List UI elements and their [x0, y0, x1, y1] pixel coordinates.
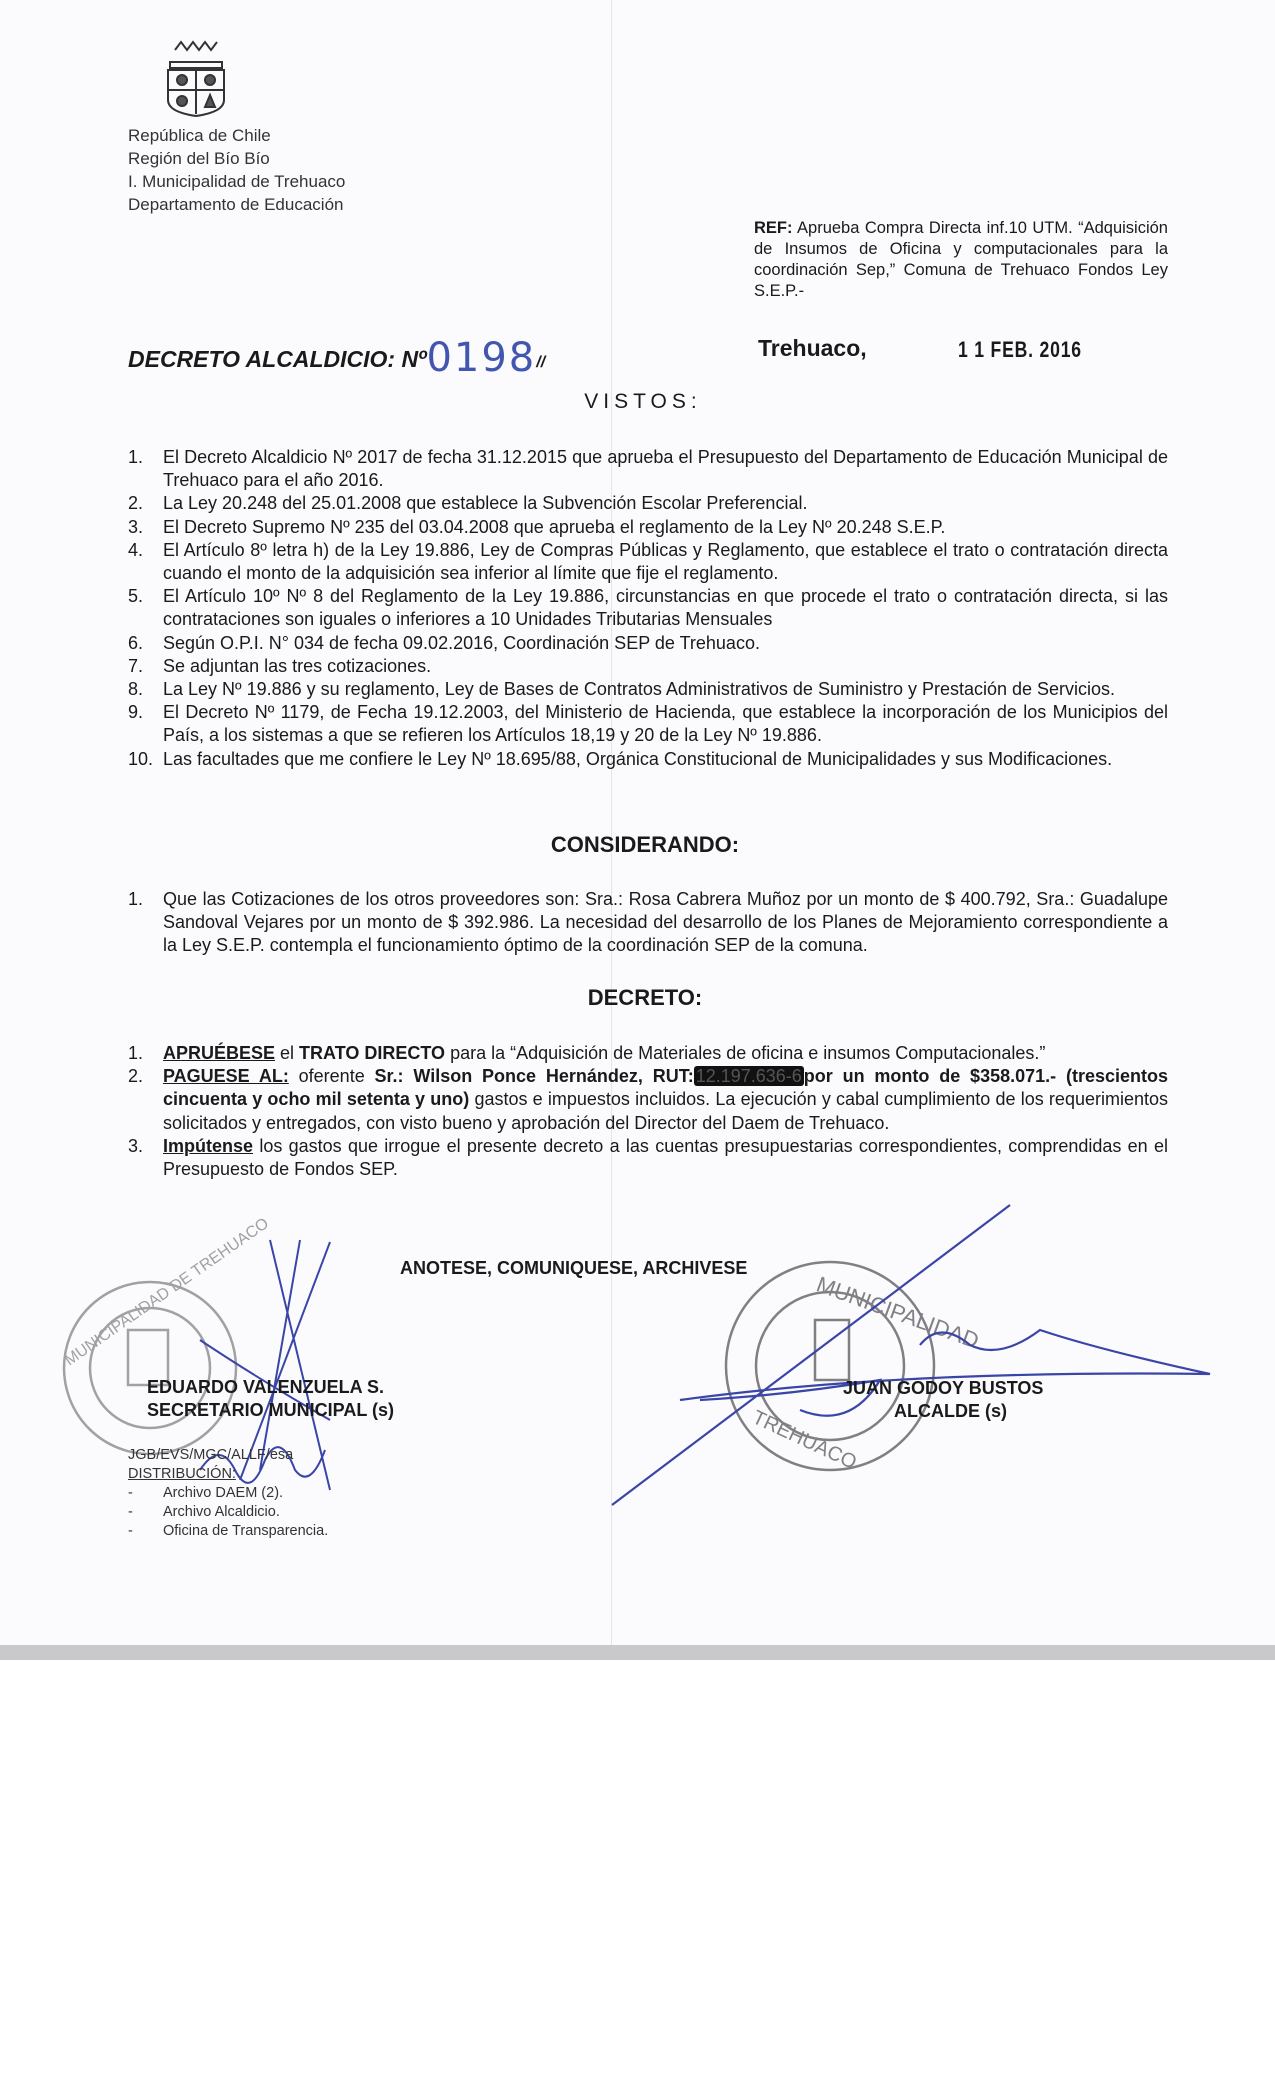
signer-title: SECRETARIO MUNICIPAL (s): [147, 1400, 395, 1420]
item-text: Las facultades que me confiere le Ley Nº 18.695/88, Orgánica Constitucional de Municipalidades y sus Modificaciones.: [163, 748, 1113, 769]
list-item: 3. Impútense los gastos que irrogue el presente decreto a las cuentas presupuestarias correspondientes, comprendidas en el Presupuesto de Fondos SEP.: [128, 1135, 1168, 1180]
keyword: TRATO DIRECTO: [299, 1043, 446, 1063]
list-item: 2. La Ley 20.248 del 25.01.2008 que establece la Subvención Escolar Preferencial.: [128, 493, 808, 514]
closing-formula: ANOTESE, COMUNIQUESE, ARCHIVESE: [400, 1258, 748, 1278]
item-text: El Artículo 8º letra h) de la Ley 19.886, Ley de Compras Públicas y Reglamento, que establece el trato o contratación directa cuando el monto de la adquisición sea inferior al límite que fije el reglamento.: [163, 539, 1168, 584]
decreto-list: [128, 1042, 1168, 1181]
considerando-list: [128, 888, 1168, 958]
list-item: 9. El Decreto Nº 1179, de Fecha 19.12.2003, del Ministerio de Hacienda, que establece la incorporación de los Municipios del País, a los sistemas a que se refieren los Artículos 18,19 y 20 de la Ley Nº 19.886.: [128, 702, 1168, 746]
item-text: Oficina de Transparencia.: [163, 1523, 329, 1539]
vistos-list: [128, 446, 1168, 771]
amount: por un monto de $358.071.- (trescientos cincuenta y ocho mil setenta y uno): [163, 1066, 1168, 1110]
item-text: El Decreto Nº 1179, de Fecha 19.12.2003, del Ministerio de Hacienda, que establece la incorporación de los Municipios del País, a los sistemas a que se refieren los Artículos 18,19 y 20 de la Ley Nº 19.886.: [163, 702, 1168, 746]
item-text: el: [275, 1043, 300, 1063]
ref-label: REF:: [754, 219, 793, 237]
signer-name: JUAN GODOY BUSTOS: [843, 1378, 1044, 1398]
list-item: 1. Que las Cotizaciones de los otros proveedores son: Sra.: Rosa Cabrera Muñoz por un monto de $ 400.792, Sra.: Guadalupe Sandoval Vejares por un monto de $ 392.986. La necesidad del desarrollo de los Planes de Mejoramiento correspondiente a la Ley S.E.P. contempla el funcionamiento óptimo de la coordinación SEP de la comuna.: [128, 889, 1168, 956]
issuer-header: [128, 124, 345, 216]
vistos-heading: VISTOS:: [584, 390, 702, 413]
item-text: gastos e impuestos incluidos. La ejecución y cabal cumplimiento de los requerimientos solicitados y entregados, con visto bueno y aprobación del Director del Daem de Trehuaco.: [163, 1089, 1168, 1133]
list-item: 5. El Artículo 10º Nº 8 del Reglamento de la Ley 19.886, circunstancias en que procede el trato o contratación directa, si las contrataciones son iguales o inferiores a 10 Unidades Tributarias Mensuales: [128, 586, 1168, 630]
signer-title: ALCALDE (s): [894, 1401, 1007, 1421]
place: Trehuaco,: [758, 335, 867, 361]
initials: JGB/EVS/MGC/ALLF/esa: [128, 1447, 294, 1463]
decree-number-handwritten: 0198: [426, 335, 537, 381]
item-text: Se adjuntan las tres cotizaciones.: [163, 655, 432, 676]
decree-label: DECRETO ALCALDICIO: Nº: [128, 346, 427, 372]
list-item: 4. El Artículo 8º letra h) de la Ley 19.886, Ley de Compras Públicas y Reglamento, que establece el trato o contratación directa cuando el monto de la adquisición sea inferior al límite que fije el reglamento.: [128, 539, 1168, 584]
item-text: los gastos que irrogue el presente decreto a las cuentas presupuestarias correspondientes, comprendidas en el Presupuesto de Fondos SEP.: [163, 1135, 1168, 1180]
considerando-heading: CONSIDERANDO:: [550, 832, 740, 857]
distribution-item: - Oficina de Transparencia.: [128, 1523, 329, 1539]
reference-block: [754, 218, 1168, 302]
signer-name: EDUARDO VALENZUELA S.: [147, 1377, 385, 1397]
list-item: 2. PAGUESE AL: oferente Sr.: Wilson Ponce Hernández, RUT: 12.197.636-6 por un monto de $358.071.- (trescientos cincuenta y ocho mil setenta y uno) gastos e impuestos incluidos. La ejecución y cabal cumplimiento de los requerimientos solicitados y entregados, con visto bueno y aprobación del Director del Daem de Trehuaco.: [128, 1066, 1168, 1133]
payee: Sr.: Wilson Ponce Hernández, RUT:: [374, 1066, 694, 1087]
list-item: 8. La Ley Nº 19.886 y su reglamento, Ley de Bases de Contratos Administrativos de Suministro y Prestación de Servicios.: [128, 679, 1116, 700]
list-item: 10. Las facultades que me confiere le Ley Nº 18.695/88, Orgánica Constitucional de Municipalidades y sus Modificaciones.: [128, 748, 1113, 769]
item-text: Que las Cotizaciones de los otros proveedores son: Sra.: Rosa Cabrera Muñoz por un monto de $ 400.792, Sra.: Guadalupe Sandoval Vejares por un monto de $ 392.986. La necesidad del desarrollo de los Planes de Mejoramiento correspondiente a la Ley S.E.P. contempla el funcionamiento óptimo de la coordinación SEP de la comuna.: [163, 889, 1168, 956]
header-line: Región del Bío Bío: [128, 149, 270, 168]
item-text: El Decreto Supremo Nº 235 del 03.04.2008 que aprueba el reglamento de la Ley Nº 20.248 S.E.P.: [163, 516, 946, 537]
signature-block-mayor: [843, 1377, 1043, 1423]
item-text: La Ley Nº 19.886 y su reglamento, Ley de Bases de Contratos Administrativos de Suministro y Prestación de Servicios.: [163, 679, 1116, 700]
list-item: 3. El Decreto Supremo Nº 235 del 03.04.2008 que aprueba el reglamento de la Ley Nº 20.248 S.E.P.: [128, 516, 946, 537]
svg-text:MUNICIPALIDAD: MUNICIPALIDAD: [813, 1271, 983, 1354]
keyword: PAGUESE AL:: [163, 1066, 289, 1087]
mayor-stamp: [726, 1262, 982, 1474]
list-item: 6. Según O.P.I. N° 034 de fecha 09.02.2016, Coordinación SEP de Trehuaco.: [128, 632, 760, 653]
item-text: oferente: [288, 1066, 375, 1087]
keyword: Impútense: [163, 1135, 254, 1156]
list-item: 1. APRUÉBESE el TRATO DIRECTO para la “Adquisición de Materiales de oficina e insumos Computacionales.”: [128, 1043, 1046, 1063]
handwritten-signature-right: [612, 1205, 1210, 1505]
item-text: El Decreto Alcaldicio Nº 2017 de fecha 31.12.2015 que aprueba el Presupuesto del Departamento de Educación Municipal de Trehuaco para el año 2016.: [163, 447, 1168, 491]
distribution-label: DISTRIBUCIÓN:: [128, 1466, 236, 1482]
item-text: Según O.P.I. N° 034 de fecha 09.02.2016, Coordinación SEP de Trehuaco.: [163, 632, 760, 653]
decreto-heading: DECRETO:: [587, 985, 703, 1010]
ref-text: Aprueba Compra Directa inf.10 UTM. “Adquisición de Insumos de Oficina y computacionales para la coordinación Sep,” Comuna de Trehuaco Fondos Ley S.E.P.-: [754, 219, 1168, 300]
list-item: 7. Se adjuntan las tres cotizaciones.: [128, 655, 432, 676]
svg-text:TREHUACO: TREHUACO: [748, 1406, 860, 1474]
item-text: para la “Adquisición de Materiales de oficina e insumos Computacionales.”: [445, 1043, 1046, 1063]
distribution-item: - Archivo DAEM (2).: [128, 1485, 284, 1501]
item-text: Archivo Alcaldicio.: [163, 1504, 280, 1520]
header-line: Departamento de Educación: [128, 195, 344, 214]
item-text: La Ley 20.248 del 25.01.2008 que establece la Subvención Escolar Preferencial.: [163, 493, 808, 514]
keyword: APRUÉBESE: [163, 1043, 276, 1063]
decree-suffix: //: [536, 354, 546, 371]
decree-number: [128, 331, 546, 381]
header-line: I. Municipalidad de Trehuaco: [128, 172, 346, 191]
municipal-crest-icon: [168, 42, 224, 116]
svg-text:MUNICIPALIDAD DE TREHUACO: MUNICIPALIDAD DE TREHUACO: [61, 1214, 273, 1370]
item-text: Archivo DAEM (2).: [163, 1485, 284, 1501]
date-stamp: 1 1 FEB. 2016: [958, 337, 1082, 362]
signature-block-secretary: [147, 1376, 394, 1422]
redacted-rut: 12.197.636-6: [695, 1066, 802, 1087]
distribution-block: [128, 1446, 328, 1541]
list-item: 1. El Decreto Alcaldicio Nº 2017 de fecha 31.12.2015 que aprueba el Presupuesto del Departamento de Educación Municipal de Trehuaco para el año 2016.: [128, 447, 1168, 491]
item-text: El Artículo 10º Nº 8 del Reglamento de la Ley 19.886, circunstancias en que procede el trato o contratación directa, si las contrataciones son iguales o inferiores a 10 Unidades Tributarias Mensuales: [163, 586, 1168, 630]
distribution-item: - Archivo Alcaldicio.: [128, 1504, 280, 1520]
header-line: República de Chile: [128, 126, 271, 145]
